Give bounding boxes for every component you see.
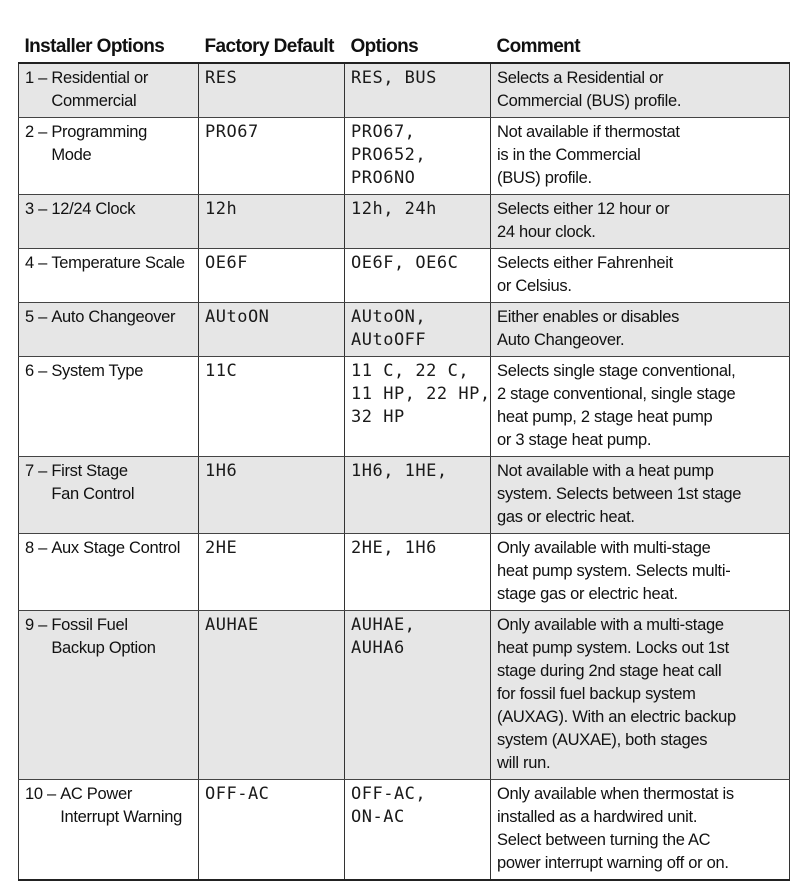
comment-line: 2 stage conventional, single stage — [497, 385, 736, 403]
option-label — [60, 783, 182, 829]
comment-line: (BUS) profile. — [497, 169, 592, 187]
cell-factory-default — [199, 357, 345, 457]
option-value: AUtoOFF — [351, 330, 427, 350]
cell-factory-default — [199, 195, 345, 249]
option-value: ON-AC — [351, 807, 405, 827]
cell-factory-default — [199, 118, 345, 195]
option-wrap — [25, 537, 194, 560]
option-label-line: Fan Control — [51, 485, 135, 503]
cell-comment — [491, 195, 790, 249]
comment-line: Auto Changeover. — [497, 331, 625, 349]
option-number: 7 – — [25, 462, 52, 480]
option-number: 2 – — [25, 123, 52, 141]
option-number: 10 – — [25, 785, 61, 803]
comment-line: system (AUXAE), both stages — [497, 731, 708, 749]
table-row — [19, 63, 790, 118]
table-row — [19, 611, 790, 780]
option-label — [51, 198, 135, 221]
comment-line: is in the Commercial — [497, 146, 641, 164]
option-label — [51, 67, 148, 113]
cell-comment — [491, 611, 790, 780]
option-value: 11 C, 22 C, — [351, 361, 470, 381]
comment-line: gas or electric heat. — [497, 508, 635, 526]
option-wrap — [25, 198, 194, 221]
option-label-line: Programming — [51, 123, 148, 141]
option-label-line: System Type — [51, 362, 144, 380]
cell-options — [345, 780, 491, 881]
cell-options — [345, 303, 491, 357]
option-value: 1H6, 1HE, — [351, 461, 448, 481]
installer-options-sheet — [18, 36, 789, 881]
cell-installer-option — [19, 118, 199, 195]
header-factory-default: Factory Default — [199, 36, 345, 63]
comment-line: (AUXAG). With an electric backup — [497, 708, 736, 726]
comment-line: heat pump system. Selects multi- — [497, 562, 731, 580]
option-label-line: Commercial — [51, 92, 137, 110]
cell-options — [345, 611, 491, 780]
option-label — [51, 306, 175, 329]
option-label-line: Interrupt Warning — [60, 808, 182, 826]
comment-line: Only available when thermostat is — [497, 785, 734, 803]
factory-default-value: OE6F — [205, 253, 248, 273]
option-number: 1 – — [25, 69, 52, 87]
table-row — [19, 303, 790, 357]
cell-installer-option — [19, 357, 199, 457]
comment-line: system. Selects between 1st stage — [497, 485, 742, 503]
cell-options — [345, 457, 491, 534]
comment-line: Selects single stage conventional, — [497, 362, 736, 380]
option-value: OFF-AC, — [351, 784, 427, 804]
comment-line: stage during 2nd stage heat call — [497, 662, 722, 680]
option-value: PRO6NO — [351, 168, 416, 188]
cell-installer-option — [19, 303, 199, 357]
cell-options — [345, 249, 491, 303]
option-number: 9 – — [25, 616, 52, 634]
option-value: 32 HP — [351, 407, 405, 427]
cell-factory-default — [199, 63, 345, 118]
comment-line: heat pump system. Locks out 1st — [497, 639, 729, 657]
comment-line: Select between turning the AC — [497, 831, 711, 849]
header-comment: Comment — [491, 36, 790, 63]
option-wrap — [25, 306, 194, 329]
comment-line: installed as a hardwired unit. — [497, 808, 698, 826]
option-label-line: First Stage — [51, 462, 128, 480]
cell-factory-default — [199, 611, 345, 780]
option-value: 12h, 24h — [351, 199, 437, 219]
cell-factory-default — [199, 780, 345, 881]
comment-line: Not available with a heat pump — [497, 462, 714, 480]
option-wrap — [25, 252, 194, 275]
cell-factory-default — [199, 249, 345, 303]
comment-line: Not available if thermostat — [497, 123, 680, 141]
installer-options-table — [18, 36, 790, 881]
option-label-line: 12/24 Clock — [51, 200, 136, 218]
factory-default-value: AUHAE — [205, 615, 259, 635]
comment-line: Selects either Fahrenheit — [497, 254, 673, 272]
option-number: 8 – — [25, 539, 52, 557]
option-wrap — [25, 360, 194, 383]
option-value: PRO652, — [351, 145, 427, 165]
cell-comment — [491, 63, 790, 118]
option-number: 5 – — [25, 308, 52, 326]
header-options: Options — [345, 36, 491, 63]
factory-default-value: AUtoON — [205, 307, 270, 327]
option-number: 4 – — [25, 254, 52, 272]
cell-factory-default — [199, 457, 345, 534]
table-row — [19, 118, 790, 195]
option-label-line: Fossil Fuel — [51, 616, 128, 634]
cell-installer-option — [19, 63, 199, 118]
comment-line: heat pump, 2 stage heat pump — [497, 408, 713, 426]
factory-default-value: 2HE — [205, 538, 238, 558]
table-header — [19, 36, 790, 63]
table-row — [19, 249, 790, 303]
cell-factory-default — [199, 534, 345, 611]
cell-options — [345, 534, 491, 611]
option-value: 2HE, 1H6 — [351, 538, 437, 558]
option-value: AUHA6 — [351, 638, 405, 658]
cell-installer-option — [19, 457, 199, 534]
option-wrap — [25, 614, 194, 660]
option-value: AUHAE, — [351, 615, 416, 635]
option-wrap — [25, 121, 194, 167]
option-label — [51, 614, 155, 660]
cell-comment — [491, 303, 790, 357]
option-label — [51, 460, 134, 506]
cell-installer-option — [19, 249, 199, 303]
table-row — [19, 780, 790, 881]
option-label-line: Residential or — [51, 69, 149, 87]
cell-comment — [491, 249, 790, 303]
cell-comment — [491, 780, 790, 881]
table-row — [19, 357, 790, 457]
option-label-line: Mode — [51, 146, 92, 164]
option-wrap — [25, 460, 194, 506]
comment-line: or 3 stage heat pump. — [497, 431, 652, 449]
option-value: RES, BUS — [351, 68, 437, 88]
comment-line: or Celsius. — [497, 277, 572, 295]
comment-line: Only available with a multi-stage — [497, 616, 724, 634]
cell-comment — [491, 118, 790, 195]
table-body — [19, 63, 790, 880]
comment-line: Either enables or disables — [497, 308, 680, 326]
option-value: AUtoON, — [351, 307, 427, 327]
option-value: 11 HP, 22 HP, — [351, 384, 491, 404]
comment-line: Selects a Residential or — [497, 69, 664, 87]
factory-default-value: PRO67 — [205, 122, 259, 142]
option-number: 6 – — [25, 362, 52, 380]
option-label — [51, 537, 180, 560]
option-wrap — [25, 783, 194, 829]
factory-default-value: 12h — [205, 199, 238, 219]
header-installer-options: Installer Options — [19, 36, 199, 63]
option-label — [51, 121, 147, 167]
header-row — [19, 36, 790, 63]
table-row — [19, 534, 790, 611]
cell-factory-default — [199, 303, 345, 357]
cell-options — [345, 63, 491, 118]
factory-default-value: RES — [205, 68, 238, 88]
cell-installer-option — [19, 534, 199, 611]
table-row — [19, 457, 790, 534]
factory-default-value: 11C — [205, 361, 238, 381]
cell-comment — [491, 357, 790, 457]
factory-default-value: OFF-AC — [205, 784, 270, 804]
comment-line: 24 hour clock. — [497, 223, 596, 241]
option-label — [51, 360, 143, 383]
option-label-line: Auto Changeover — [51, 308, 176, 326]
comment-line: Only available with multi-stage — [497, 539, 711, 557]
option-value: OE6F, OE6C — [351, 253, 459, 273]
cell-options — [345, 195, 491, 249]
cell-installer-option — [19, 195, 199, 249]
option-label-line: Temperature Scale — [51, 254, 185, 272]
cell-installer-option — [19, 611, 199, 780]
cell-comment — [491, 534, 790, 611]
option-label-line: AC Power — [60, 785, 133, 803]
option-value: PRO67, — [351, 122, 416, 142]
cell-comment — [491, 457, 790, 534]
comment-line: Commercial (BUS) profile. — [497, 92, 682, 110]
comment-line: will run. — [497, 754, 551, 772]
option-wrap — [25, 67, 194, 113]
table-row — [19, 195, 790, 249]
option-label-line: Backup Option — [51, 639, 156, 657]
comment-line: Selects either 12 hour or — [497, 200, 670, 218]
comment-line: stage gas or electric heat. — [497, 585, 678, 603]
comment-line: for fossil fuel backup system — [497, 685, 696, 703]
option-label — [51, 252, 184, 275]
comment-line: power interrupt warning off or on. — [497, 854, 729, 872]
option-number: 3 – — [25, 200, 52, 218]
cell-options — [345, 357, 491, 457]
cell-options — [345, 118, 491, 195]
factory-default-value: 1H6 — [205, 461, 238, 481]
cell-installer-option — [19, 780, 199, 881]
option-label-line: Aux Stage Control — [51, 539, 181, 557]
